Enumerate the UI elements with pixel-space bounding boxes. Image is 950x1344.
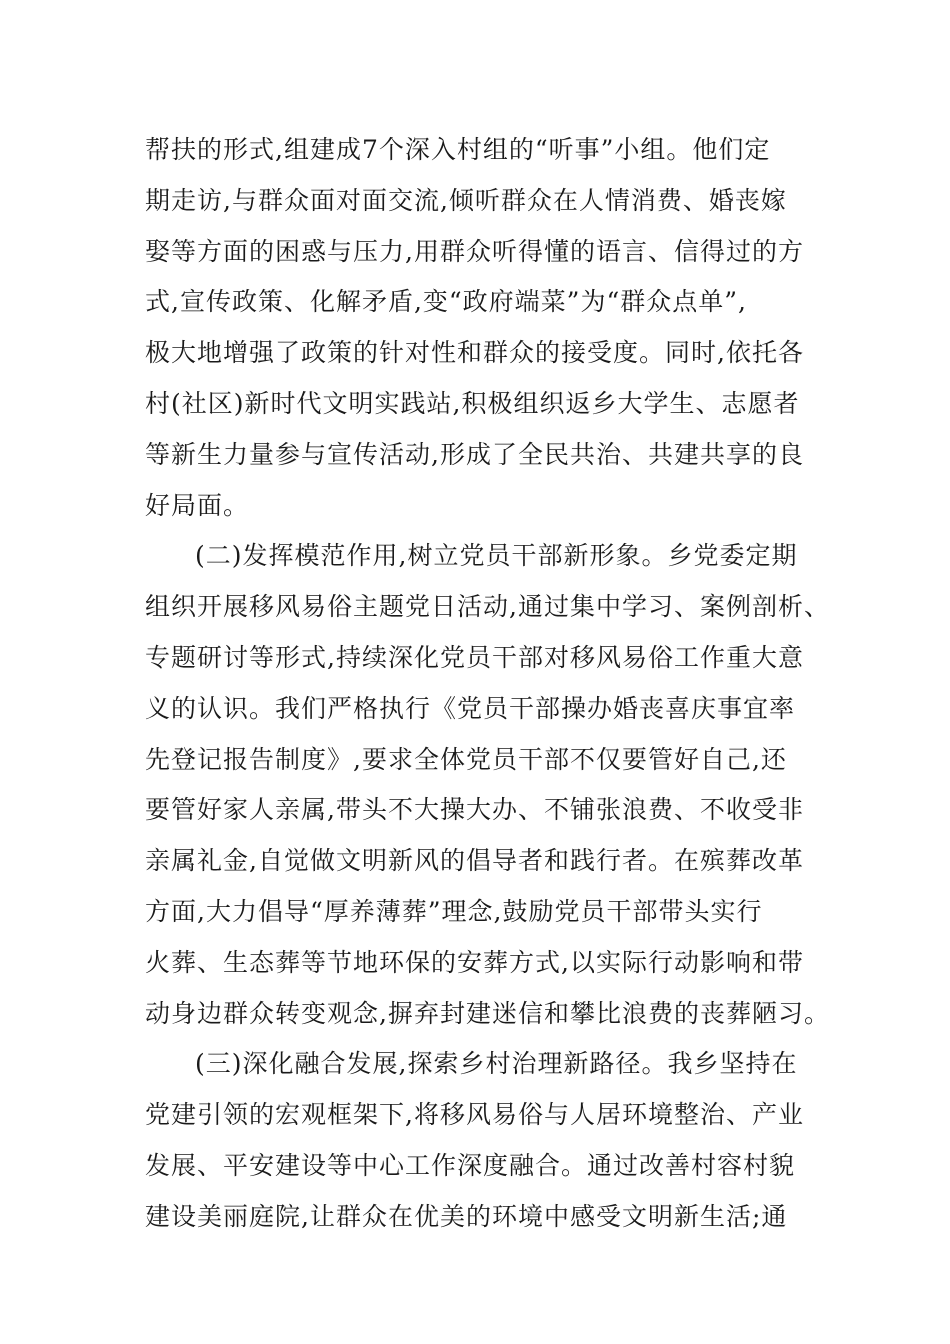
text-line: 村(社区)新时代文明实践站,积极组织返乡大学生、志愿者	[145, 388, 800, 418]
document-body	[145, 125, 845, 1243]
text-line: 方面,大力倡导“厚养薄葬”理念,鼓励党员干部带头实行	[145, 896, 763, 926]
text-line: 专题研讨等形式,持续深化党员干部对移风易俗工作重大意	[145, 642, 804, 672]
section-heading-line: (二)发挥模范作用,树立党员干部新形象。乡党委定期	[195, 541, 798, 571]
text-line: 好局面。	[145, 490, 250, 520]
text-line: 义的认识。我们严格执行《党员干部操办婚丧喜庆事宜率	[145, 693, 796, 723]
paragraph-3	[145, 1039, 845, 1242]
section-heading-line: (三)深化融合发展,探索乡村治理新路径。我乡坚持在	[195, 1049, 798, 1079]
text-line: 要管好家人亲属,带头不大操大办、不铺张浪费、不收受非	[145, 795, 804, 825]
text-line: 极大地增强了政策的针对性和群众的接受度。同时,依托各	[145, 338, 804, 368]
text-line: 帮扶的形式,组建成7个深入村组的“听事”小组。他们定	[145, 135, 771, 164]
text-line: 动身边群众转变观念,摒弃封建迷信和攀比浪费的丧葬陋习。	[145, 998, 830, 1028]
text-line: 娶等方面的困惑与压力,用群众听得懂的语言、信得过的方	[145, 236, 804, 266]
text-line: 先登记报告制度》,要求全体党员干部不仅要管好自己,还	[145, 744, 787, 774]
text-line: 组织开展移风易俗主题党日活动,通过集中学习、案例剖析、	[145, 592, 830, 622]
paragraph-1	[145, 125, 845, 531]
text-line: 党建引领的宏观框架下,将移风易俗与人居环境整治、产业	[145, 1100, 804, 1130]
text-line: 建设美丽庭院,让群众在优美的环境中感受文明新生活;通	[145, 1201, 788, 1231]
text-line: 火葬、生态葬等节地环保的安葬方式,以实际行动影响和带	[145, 947, 804, 977]
paragraph-2	[145, 531, 845, 1039]
text-line: 式,宣传政策、化解矛盾,变“政府端菜”为“群众点单”,	[145, 287, 747, 317]
text-line: 期走访,与群众面对面交流,倾听群众在人情消费、婚丧嫁	[145, 185, 787, 215]
text-line: 亲属礼金,自觉做文明新风的倡导者和践行者。在殡葬改革	[145, 846, 804, 876]
text-line: 发展、平安建设等中心工作深度融合。通过改善村容村貌	[145, 1150, 796, 1180]
text-line: 等新生力量参与宣传活动,形成了全民共治、共建共享的良	[145, 439, 804, 469]
